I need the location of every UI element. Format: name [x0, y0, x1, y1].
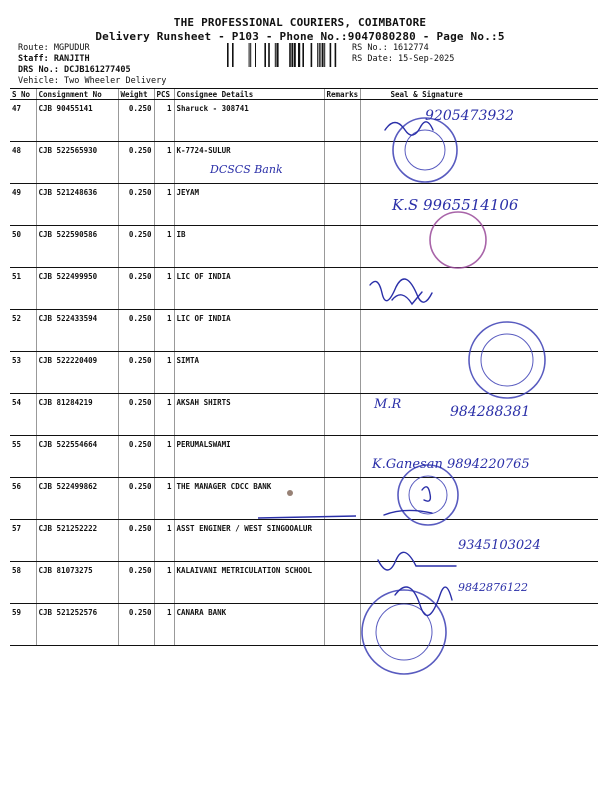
row-pcs: 1 — [154, 226, 174, 268]
row-seal — [360, 142, 598, 184]
handwritten-name-phone: K.Ganesan 9894220765 — [372, 457, 530, 472]
staff-label: Staff: RANJITH — [18, 54, 90, 64]
row-consignee: SIMTA — [174, 352, 324, 394]
row-weight: 0.250 — [118, 394, 154, 436]
vehicle-label: Vehicle: Two Wheeler Delivery — [18, 76, 167, 86]
row-seal — [360, 436, 598, 478]
row-consignment: CJB 521248636 — [36, 184, 118, 226]
row-seal — [360, 100, 598, 142]
route-label: Route: MGPUDUR — [18, 43, 90, 53]
table-row — [10, 436, 598, 478]
row-consignment: CJB 81073275 — [36, 562, 118, 604]
row-consignee: Sharuck - 308741 — [174, 100, 324, 142]
row-weight: 0.250 — [118, 562, 154, 604]
table-header — [10, 89, 598, 100]
handwritten-initials: M.R — [374, 397, 402, 412]
row-consignment: CJB 90455141 — [36, 100, 118, 142]
row-pcs: 1 — [154, 520, 174, 562]
handwritten-note: DCSCS Bank — [210, 163, 283, 176]
row-weight: 0.250 — [118, 436, 154, 478]
row-weight: 0.250 — [118, 100, 154, 142]
row-consignee: LIC OF INDIA — [174, 268, 324, 310]
row-consignment: CJB 522499950 — [36, 268, 118, 310]
row-weight: 0.250 — [118, 352, 154, 394]
row-pcs: 1 — [154, 142, 174, 184]
row-weight: 0.250 — [118, 478, 154, 520]
row-sno: 49 — [10, 184, 36, 226]
col-pcs: PCS — [154, 89, 174, 100]
handwritten-phone: 9205473932 — [425, 108, 515, 124]
row-weight: 0.250 — [118, 268, 154, 310]
row-seal — [360, 478, 598, 520]
table-body — [10, 100, 598, 646]
row-consignee: K-7724-SULUR — [174, 142, 324, 184]
row-consignee: THE MANAGER CDCC BANK — [174, 478, 324, 520]
col-weight: Weight — [118, 89, 154, 100]
row-remarks — [324, 142, 360, 184]
row-seal — [360, 394, 598, 436]
row-remarks — [324, 226, 360, 268]
row-sno: 51 — [10, 268, 36, 310]
row-remarks — [324, 100, 360, 142]
row-pcs: 1 — [154, 436, 174, 478]
row-sno: 56 — [10, 478, 36, 520]
row-pcs: 1 — [154, 100, 174, 142]
row-remarks — [324, 352, 360, 394]
drs-number: DRS No.: DCJB161277405 — [18, 65, 131, 75]
row-weight: 0.250 — [118, 184, 154, 226]
col-remarks: Remarks — [324, 89, 360, 100]
col-consignee: Consignee Details — [174, 89, 324, 100]
table-row — [10, 604, 598, 646]
row-seal — [360, 268, 598, 310]
row-weight: 0.250 — [118, 142, 154, 184]
row-remarks — [324, 436, 360, 478]
row-sno: 53 — [10, 352, 36, 394]
row-seal — [360, 520, 598, 562]
row-consignment: CJB 521252576 — [36, 604, 118, 646]
table-row — [10, 142, 598, 184]
row-remarks — [324, 562, 360, 604]
row-remarks — [324, 604, 360, 646]
row-sno: 48 — [10, 142, 36, 184]
row-consignee: KALAIVANI METRICULATION SCHOOL — [174, 562, 324, 604]
col-consignment: Consignment No — [36, 89, 118, 100]
row-sno: 52 — [10, 310, 36, 352]
row-pcs: 1 — [154, 604, 174, 646]
table-row — [10, 100, 598, 142]
row-pcs: 1 — [154, 352, 174, 394]
table-row — [10, 310, 598, 352]
table-row — [10, 478, 598, 520]
row-weight: 0.250 — [118, 310, 154, 352]
row-consignment: CJB 522220409 — [36, 352, 118, 394]
table-row — [10, 394, 598, 436]
row-seal — [360, 352, 598, 394]
row-consignee: CANARA BANK — [174, 604, 324, 646]
row-pcs: 1 — [154, 310, 174, 352]
handwritten-phone: 9345103024 — [458, 538, 541, 553]
col-seal-signature: Seal & Signature — [360, 89, 598, 100]
row-sno: 59 — [10, 604, 36, 646]
handwritten-phone: K.S 9965514106 — [392, 196, 519, 214]
table-row — [10, 352, 598, 394]
row-consignment: CJB 522433594 — [36, 310, 118, 352]
row-consignment: CJB 522565930 — [36, 142, 118, 184]
table-row — [10, 268, 598, 310]
row-sno: 58 — [10, 562, 36, 604]
row-seal — [360, 310, 598, 352]
rs-date: RS Date: 15-Sep-2025 — [352, 54, 455, 64]
row-seal — [360, 184, 598, 226]
row-sno: 55 — [10, 436, 36, 478]
row-remarks — [324, 268, 360, 310]
row-pcs: 1 — [154, 268, 174, 310]
row-seal — [360, 604, 598, 646]
row-pcs: 1 — [154, 478, 174, 520]
row-remarks — [324, 520, 360, 562]
row-seal — [360, 226, 598, 268]
row-pcs: 1 — [154, 394, 174, 436]
row-consignment: CJB 81284219 — [36, 394, 118, 436]
table-row — [10, 520, 598, 562]
row-consignee: LIC OF INDIA — [174, 310, 324, 352]
row-remarks — [324, 184, 360, 226]
row-sno: 57 — [10, 520, 36, 562]
row-weight: 0.250 — [118, 604, 154, 646]
row-consignee: AKSAH SHIRTS — [174, 394, 324, 436]
runsheet-subtitle: Delivery Runsheet - P103 - Phone No.:9047080280 - Page No.:5 — [95, 30, 505, 43]
row-consignee: IB — [174, 226, 324, 268]
handwritten-phone: 9842876122 — [458, 581, 528, 594]
row-seal — [360, 562, 598, 604]
runsheet-table — [10, 88, 598, 646]
barcode-image — [227, 43, 349, 67]
row-consignee: PERUMALSWAMI — [174, 436, 324, 478]
row-remarks — [324, 310, 360, 352]
row-consignee: ASST ENGINER / WEST SINGOOALUR — [174, 520, 324, 562]
runsheet-title: THE PROFESSIONAL COURIERS, COIMBATORE — [173, 16, 427, 29]
row-pcs: 1 — [154, 184, 174, 226]
table-row — [10, 562, 598, 604]
table-row — [10, 184, 598, 226]
row-remarks — [324, 478, 360, 520]
row-consignment: CJB 522554664 — [36, 436, 118, 478]
col-sno: S No — [10, 89, 36, 100]
row-consignment: CJB 521252222 — [36, 520, 118, 562]
row-consignment: CJB 522499862 — [36, 478, 118, 520]
row-weight: 0.250 — [118, 520, 154, 562]
row-sno: 50 — [10, 226, 36, 268]
rs-number: RS No.: 1612774 — [352, 43, 429, 53]
row-sno: 54 — [10, 394, 36, 436]
row-consignment: CJB 522590586 — [36, 226, 118, 268]
row-sno: 47 — [10, 100, 36, 142]
row-pcs: 1 — [154, 562, 174, 604]
table-row — [10, 226, 598, 268]
row-consignee: JEYAM — [174, 184, 324, 226]
row-remarks — [324, 394, 360, 436]
handwritten-phone: 984288381 — [450, 404, 531, 420]
row-weight: 0.250 — [118, 226, 154, 268]
